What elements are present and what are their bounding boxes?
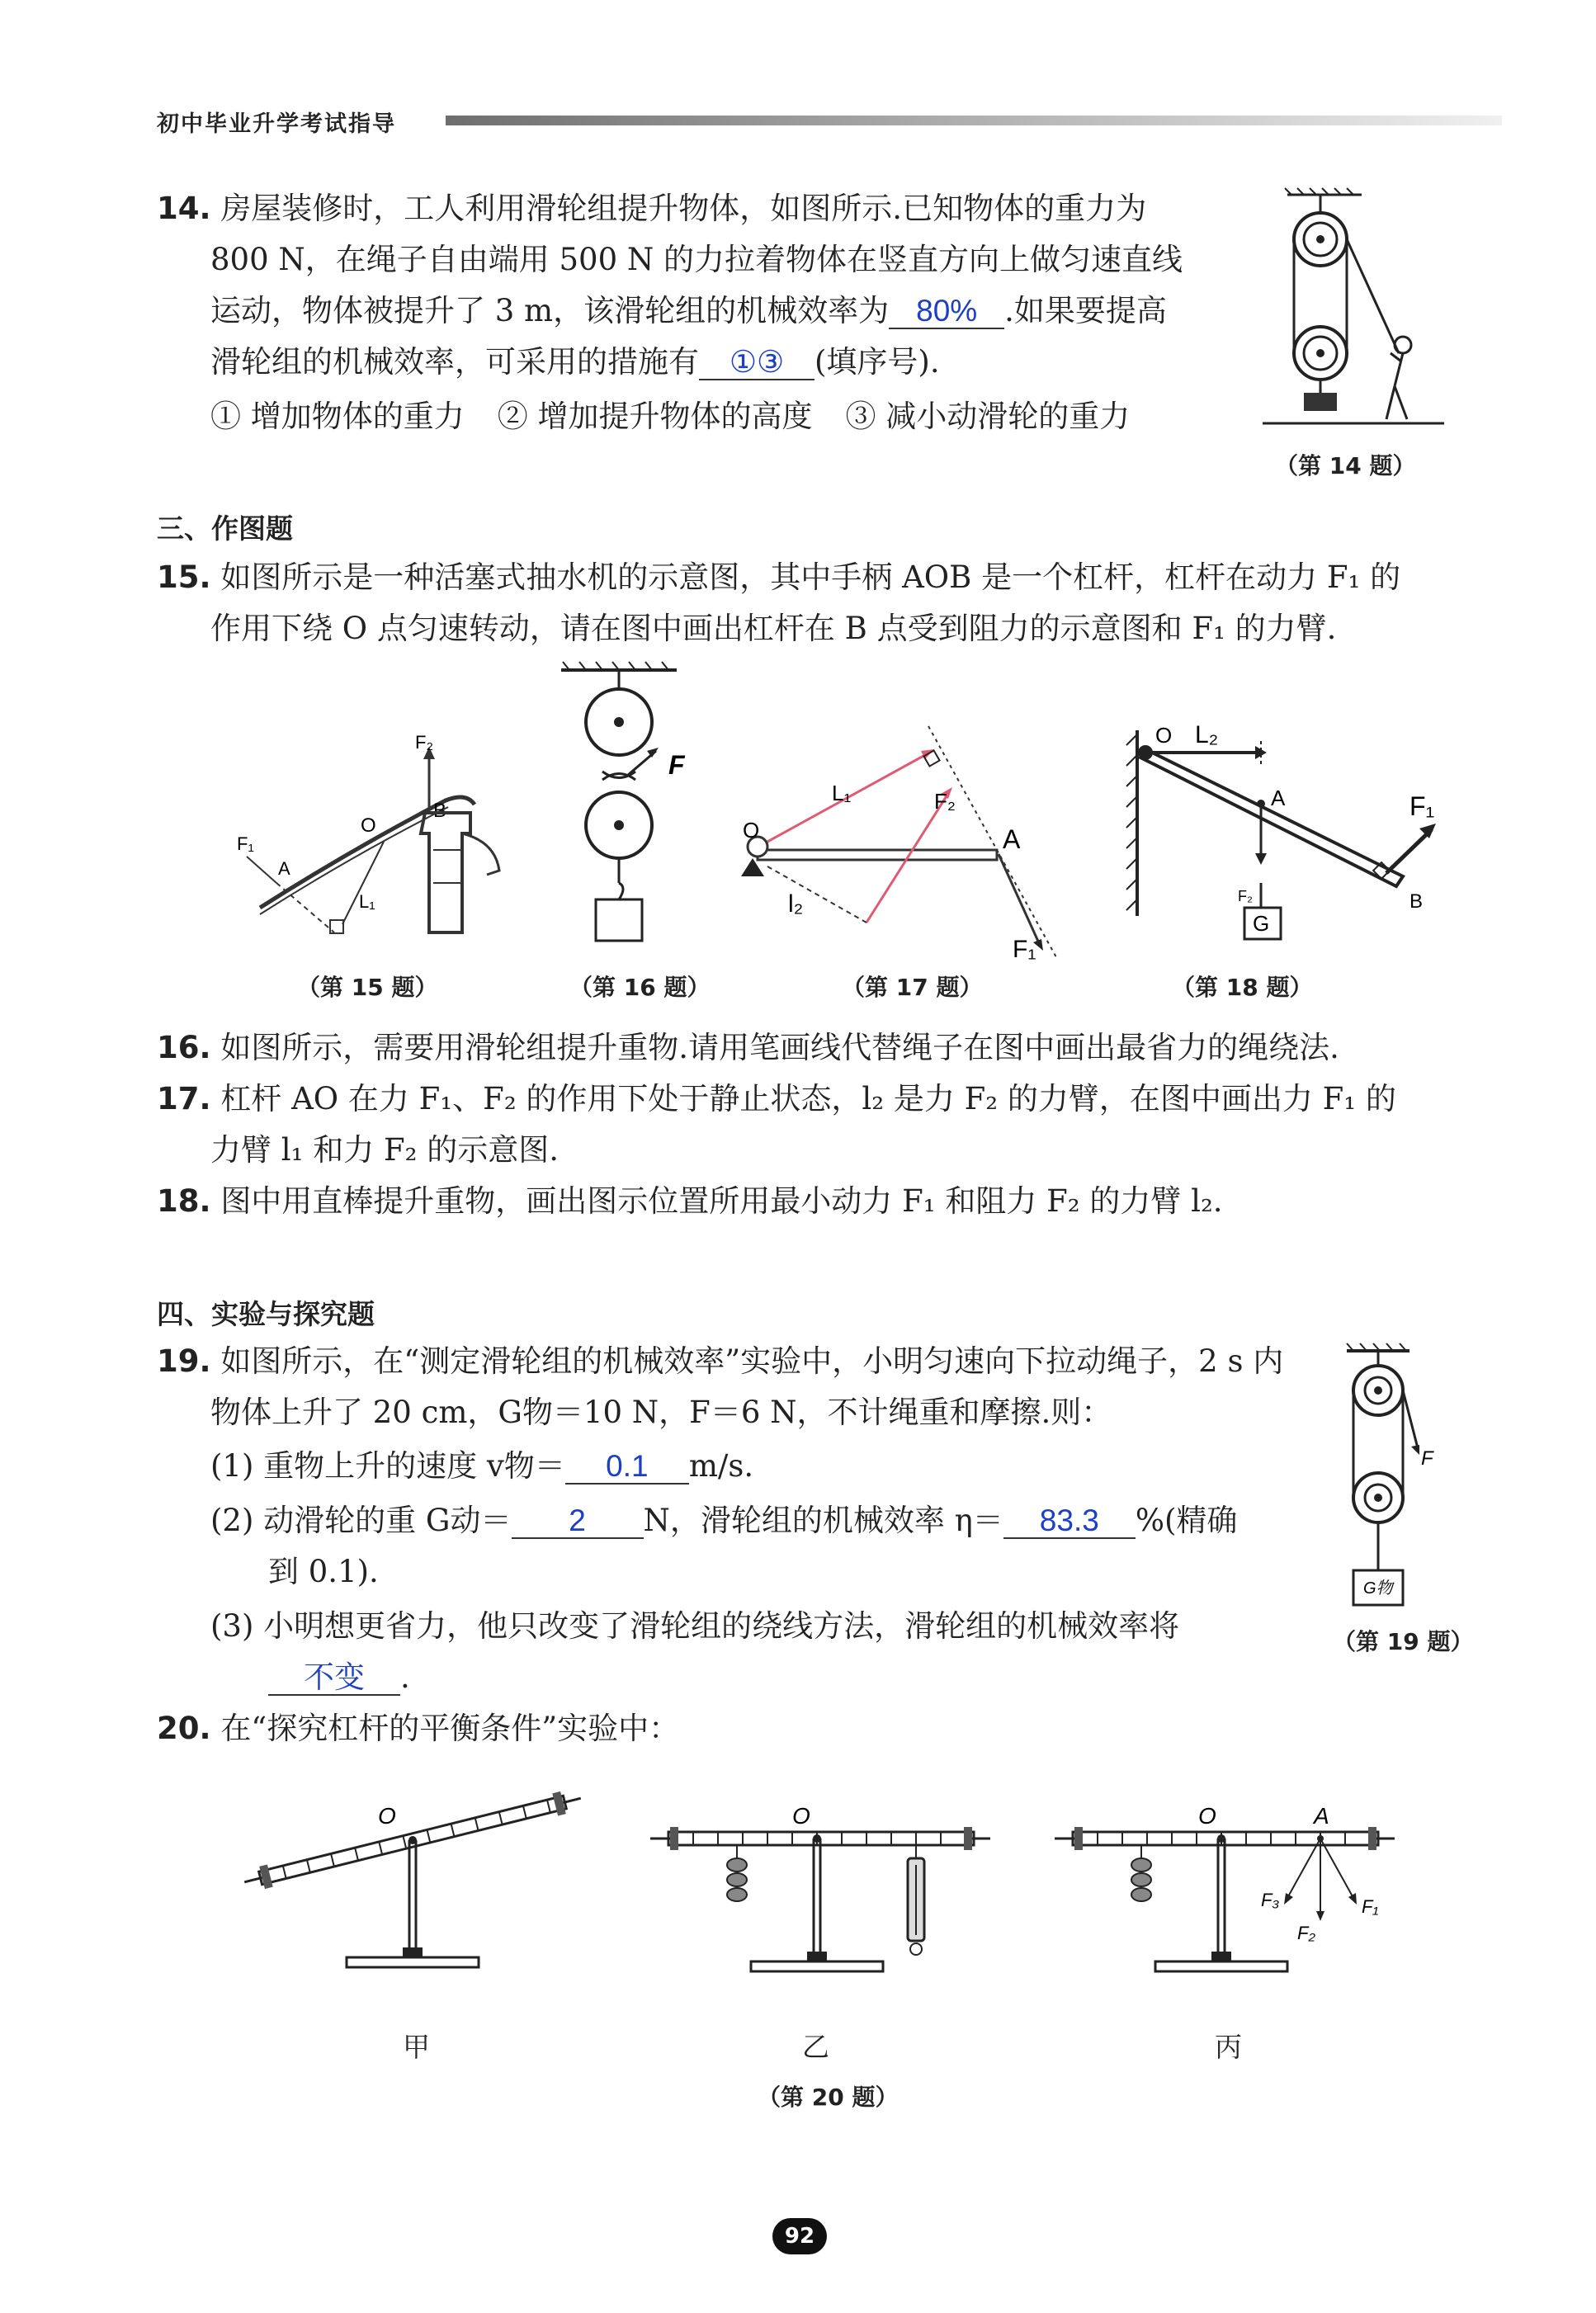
page-number: 92 xyxy=(772,2218,827,2254)
q14-answer-measures: ①③ xyxy=(699,346,815,380)
q17-lever-figure xyxy=(743,718,1056,965)
q14-line4 xyxy=(210,342,940,383)
q19-pulley-figure xyxy=(1337,1341,1461,1613)
q15-label-b: B xyxy=(433,800,447,822)
q20-text: 在“探究杠杆的平衡条件”实验中： xyxy=(220,1711,680,1746)
q17-label-f2: F₂ xyxy=(934,789,956,814)
q19-part1-text: (1) 重物上升的速度 v物＝ xyxy=(210,1448,565,1484)
q15-line1 xyxy=(157,557,1400,598)
q19-part3-cont xyxy=(268,1657,410,1698)
q19-line1 xyxy=(157,1341,1283,1382)
q17-line1 xyxy=(157,1079,1396,1120)
q17-number: 17. xyxy=(157,1081,211,1116)
q18-label-a: A xyxy=(1271,786,1286,810)
q20-lever-yi xyxy=(644,1799,999,1989)
q19-part2 xyxy=(210,1500,1237,1541)
q16-number: 16. xyxy=(157,1030,211,1065)
q19-answer-efficiency: 83.3 xyxy=(1003,1504,1136,1539)
q19-answer-pulley-weight: 2 xyxy=(512,1504,644,1539)
running-header: 初中毕业升学考试指导 xyxy=(157,111,396,137)
q20-bing-label-f3: F₃ xyxy=(1261,1890,1280,1910)
q18-label-f1: F₁ xyxy=(1409,791,1435,821)
q19-label-g: G物 xyxy=(1363,1579,1393,1598)
q15-label-f2: F₂ xyxy=(415,732,433,753)
q14-option-1: ① 增加物体的重力 xyxy=(210,399,465,434)
q19-part2-text3: %(精确 xyxy=(1135,1503,1238,1538)
q14-text4b: (填序号). xyxy=(815,344,940,380)
q19-part2-text2: N，滑轮组的机械效率 η＝ xyxy=(643,1503,1003,1538)
q16-caption: （第 16 题） xyxy=(569,974,711,1001)
q17-caption: （第 17 题） xyxy=(842,974,983,1001)
q14-text3b: .如果要提高 xyxy=(1004,293,1167,328)
q19-caption: （第 19 题） xyxy=(1333,1628,1474,1655)
q17-text1: 杠杆 AO 在力 F₁、F₂ 的作用下处于静止状态，l₂ 是力 F₂ 的力臂，在图中画出力 F₁ 的 xyxy=(220,1081,1396,1116)
q14-option-3: ③ 减小动滑轮的重力 xyxy=(845,399,1131,434)
q14-line3 xyxy=(210,290,1167,332)
q18-label-b: B xyxy=(1409,890,1424,913)
q14-answer-efficiency: 80% xyxy=(889,295,1004,329)
q18-text: 图中用直棒提升重物，画出图示位置所用最小动力 F₁ 和阻力 F₂ 的力臂 l₂. xyxy=(220,1183,1223,1219)
q15-caption: （第 15 题） xyxy=(297,974,438,1001)
q15-label-o: O xyxy=(361,814,376,837)
q15-label-l1: L₁ xyxy=(359,891,375,912)
q20-sub-yi: 乙 xyxy=(802,2031,829,2063)
section4-title: 四、实验与探究题 xyxy=(157,1298,375,1330)
q17-label-o: O xyxy=(743,818,760,843)
q15-line2: 作用下绕 O 点匀速转动，请在图中画出杠杆在 B 点受到阻力的示意图和 F₁ 的力臂. xyxy=(210,611,1337,646)
q20-jia-label-o: O xyxy=(378,1803,396,1829)
q14-pulley-figure xyxy=(1254,188,1452,444)
q19-label-f: F xyxy=(1421,1447,1433,1470)
q20-bing-label-f1: F₁ xyxy=(1362,1896,1379,1917)
q20-line xyxy=(157,1708,679,1749)
q17-label-a: A xyxy=(1003,824,1021,854)
q15-label-f1: F₁ xyxy=(237,833,254,854)
q14-line1 xyxy=(157,188,1146,229)
q20-lever-jia xyxy=(231,1791,594,1980)
q15-label-a: A xyxy=(278,858,290,879)
q18-lever-figure xyxy=(1098,718,1452,965)
q14-options xyxy=(210,396,1130,437)
q19-text1: 如图所示，在“测定滑轮组的机械效率”实验中，小明匀速向下拉动绳子，2 s 内 xyxy=(220,1343,1284,1379)
q15-number: 15. xyxy=(157,559,211,595)
q19-answer-change: 不变 xyxy=(268,1661,400,1696)
q14-caption: （第 14 题） xyxy=(1275,452,1416,479)
q18-label-g: G xyxy=(1253,911,1270,936)
q18-label-o: O xyxy=(1155,723,1173,748)
q18-line xyxy=(157,1181,1223,1222)
section3-title: 三、作图题 xyxy=(157,512,293,545)
q20-bing-label-o: O xyxy=(1198,1803,1216,1829)
q18-number: 18. xyxy=(157,1183,211,1219)
q17-label-f1: F₁ xyxy=(1013,936,1036,963)
q18-caption: （第 18 题） xyxy=(1172,974,1313,1001)
q16-text: 如图所示，需要用滑轮组提升重物.请用笔画线代替绳子在图中画出最省力的绳绕法. xyxy=(220,1030,1339,1065)
q16-label-f: F xyxy=(668,750,685,780)
q18-label-f2: F₂ xyxy=(1238,888,1253,904)
q19-part3: (3) 小明想更省力，他只改变了滑轮组的绕线方法，滑轮组的机械效率将 xyxy=(210,1608,1180,1644)
header-rule xyxy=(446,116,1502,125)
q14-text1: 房屋装修时，工人利用滑轮组提升物体，如图所示.已知物体的重力为 xyxy=(220,191,1147,226)
q19-number: 19. xyxy=(157,1343,211,1379)
q20-caption: （第 20 题） xyxy=(758,2084,899,2111)
q20-sub-jia: 甲 xyxy=(403,2031,430,2063)
q17-label-l1: L₁ xyxy=(832,781,852,805)
q14-number: 14. xyxy=(157,191,211,226)
q19-part2-text: (2) 动滑轮的重 G动＝ xyxy=(210,1503,512,1538)
q20-bing-label-a: A xyxy=(1314,1803,1329,1829)
q19-part1-unit: m/s. xyxy=(688,1448,754,1484)
q20-sub-bing: 丙 xyxy=(1215,2031,1242,2063)
q20-lever-bing xyxy=(1048,1799,1403,1989)
q15-pump-figure xyxy=(227,726,532,957)
q17-label-l2: l₂ xyxy=(788,890,804,918)
q14-text3a: 运动，物体被提升了 3 m，该滑轮组的机械效率为 xyxy=(210,293,890,328)
q16-line xyxy=(157,1027,1339,1069)
q14-text4a: 滑轮组的机械效率，可采用的措施有 xyxy=(210,344,699,380)
q14-option-2: ② 增加提升物体的高度 xyxy=(497,399,813,434)
q19-line2: 物体上升了 20 cm，G物＝10 N，F＝6 N，不计绳重和摩擦.则： xyxy=(210,1395,1112,1430)
q14-line2: 800 N，在绳子自由端用 500 N 的力拉着物体在竖直方向上做匀速直线 xyxy=(210,242,1183,277)
q16-pulley-figure xyxy=(553,652,701,957)
q19-part1 xyxy=(210,1446,753,1487)
q20-yi-label-o: O xyxy=(792,1803,810,1829)
q20-bing-label-f2: F₂ xyxy=(1297,1923,1315,1943)
q20-number: 20. xyxy=(157,1711,211,1746)
q17-line2: 力臂 l₁ 和力 F₂ 的示意图. xyxy=(210,1132,559,1168)
q15-text1: 如图所示是一种活塞式抽水机的示意图，其中手柄 AOB 是一个杠杆，杠杆在动力 F₁ 的 xyxy=(220,559,1401,595)
q19-part2-cont: 到 0.1). xyxy=(268,1554,379,1589)
q18-label-l2: L₂ xyxy=(1195,721,1219,748)
q19-part3-end: . xyxy=(400,1659,410,1695)
q19-answer-speed: 0.1 xyxy=(565,1450,689,1485)
